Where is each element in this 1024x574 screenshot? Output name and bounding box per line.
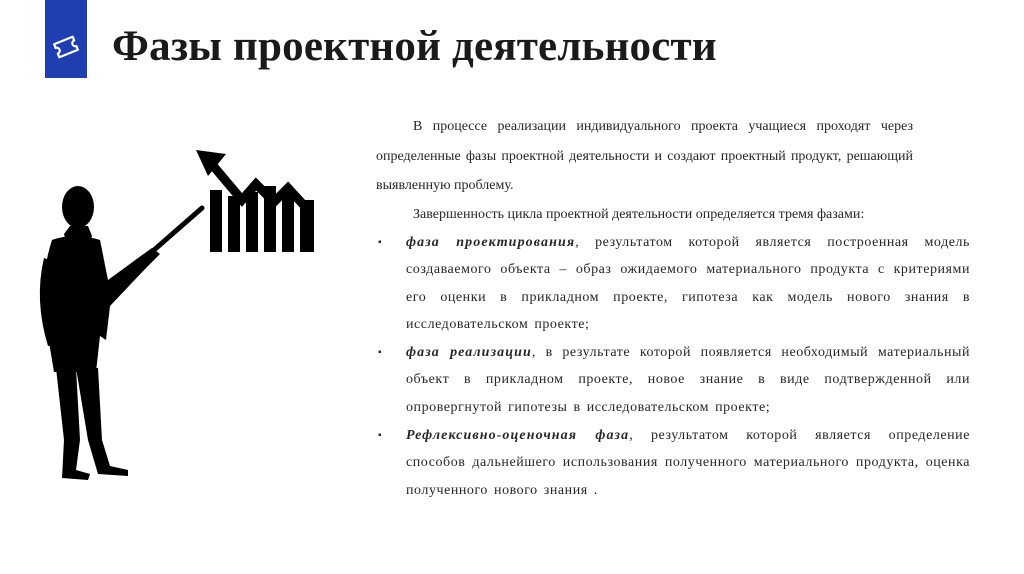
bullet-icon: ▪ (378, 236, 383, 248)
phase-list (376, 229, 970, 505)
phase-description: , результатом которой является определение способов дальнейшего использования полученного материального продукта, оценка полученного нового знания . (406, 427, 970, 498)
bullet-icon: ▪ (378, 346, 383, 358)
phase-description: , результатом которой является построенная модель создаваемого объекта – образ ожидаемого материального продукта с критериями его оценки в прикладном проекте, гипотеза как модель нового знания в исследовательском проекте; (406, 234, 970, 333)
slide-title: Фазы проектной деятельности (112, 23, 717, 70)
ticket-icon (51, 34, 81, 60)
list-item (376, 339, 970, 422)
phase-name: Рефлексивно-оценочная фаза (406, 427, 630, 443)
intro-lead: Завершенность цикла проектной деятельности определяется тремя фазами: (413, 206, 865, 222)
presenter-growth-chart-icon (30, 140, 330, 485)
phase-name: фаза проектирования (406, 234, 576, 250)
bullet-icon: ▪ (378, 429, 383, 441)
intro-paragraph: В процессе реализации индивидуального проекта учащиеся проходят через определенные фазы проектной деятельности и создают проектный продукт, решающий выявленную проблему. (376, 119, 913, 193)
phase-description: , в результате которой появляется необходимый материальный объект в прикладном проекте, новое знание в виде подтвержденной или опровергнутой гипотезы в исследовательском проекте; (406, 344, 970, 416)
list-item (376, 229, 970, 339)
title-badge (45, 0, 87, 78)
list-item (376, 422, 970, 505)
phase-name: фаза реализации (406, 344, 532, 360)
content-text (376, 112, 970, 504)
